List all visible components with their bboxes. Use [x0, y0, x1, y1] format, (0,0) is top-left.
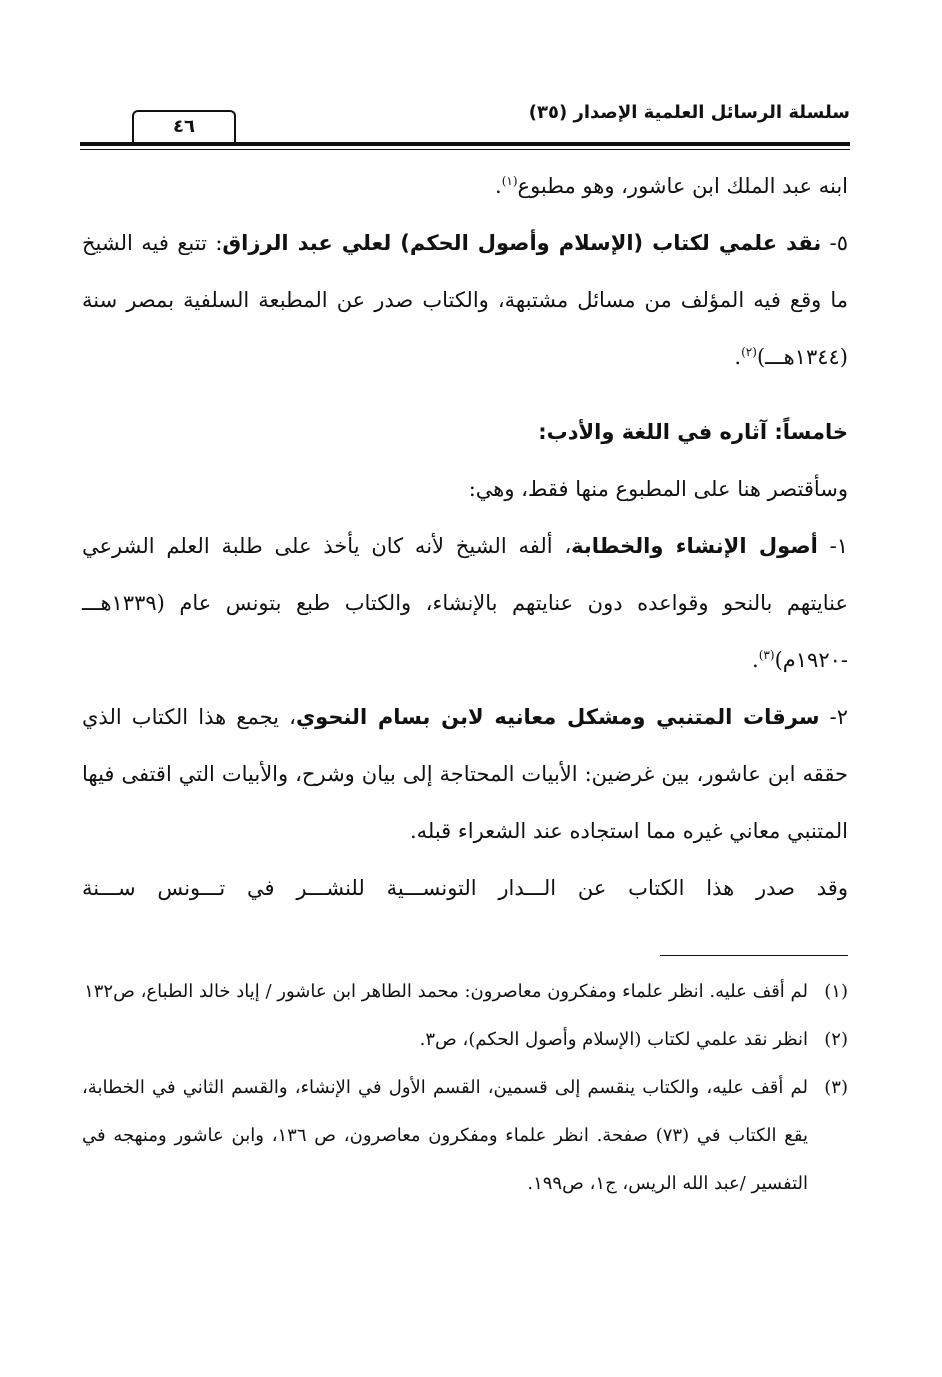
book-title-critique: نقد علمي لكتاب (الإسلام وأصول الحكم) لعلي عبد الرزاق: [222, 231, 822, 255]
header-rule-thin: [80, 149, 850, 150]
book-title-insha: أصول الإنشاء والخطابة: [571, 534, 818, 558]
paragraph-3: ١- أصول الإنشاء والخطابة، ألفه الشيخ لأنه كان يأخذ على طلبة العلم الشرعي عنايتهم بالنحو وقواعده دون عنايتهم بالإنشاء، والكتاب طبع بتونس عام (١٣٣٩هـــ -١٩٢٠م)$^{(٣)}$.: [82, 534, 848, 672]
footnote-1: (١) لم أقف عليه. انظر علماء ومفكرون معاصرون: محمد الطاهر ابن عاشور / إياد خالد الطباع، ص١٣٢: [84, 981, 848, 1002]
footnote-2: (٢) انظر نقد علمي لكتاب (الإسلام وأصول الحكم)، ص٣.: [419, 1029, 848, 1050]
book-title-sariqat: سرقات المتنبي ومشكل معانيه لابن بسام النحوي: [295, 705, 820, 729]
footnote-ref-3: (٣): [758, 648, 775, 662]
footnote-separator: [660, 955, 848, 956]
paragraph-4: ٢- سرقات المتنبي ومشكل معانيه لابن بسام النحوي، يجمع هذا الكتاب الذي حققه ابن عاشور، بين غرضين: الأبيات المحتاجة إلى بيان وشرح، والأبيات التي اقتفى فيها المتنبي معاني غيره مما استجاده عند الشعراء قبله.: [82, 705, 849, 843]
header-rule-thick: [80, 142, 850, 146]
main-text: [82, 158, 848, 917]
intro-paragraph: وسأقتصر هنا على المطبوع منها فقط، وهي:: [468, 477, 848, 501]
page-header: [80, 96, 850, 144]
paragraph-1: ابنه عبد الملك ابن عاشور، وهو مطبوع$^{(١)}$.: [495, 174, 848, 198]
footnote-3: (٣) لم أقف عليه، والكتاب ينقسم إلى قسمين، القسم الأول في الإنشاء، والقسم الثاني في الخطابة، يقع الكتاب في (٧٣) صفحة. انظر علماء ومفكرون معاصرون، ص ١٣٦، وابن عاشور ومنهجه في التفسير /عبد الله الريس، ج١، ص١٩٩.: [82, 1077, 848, 1194]
page-number: ٤٦: [132, 110, 236, 142]
series-title: سلسلة الرسائل العلمية الإصدار (٣٥): [528, 102, 850, 123]
footnote-ref-2: (٢): [741, 345, 757, 359]
footnotes: [82, 968, 848, 1208]
paragraph-2: ٥- نقد علمي لكتاب (الإسلام وأصول الحكم) لعلي عبد الرزاق: تتبع فيه الشيخ ما وقع فيه المؤلف من مسائل مشتبهة، والكتاب صدر عن المطبعة السلفية بمصر سنة (١٣٤٤هـــ)$^{(٢)}$.: [82, 231, 848, 369]
footnote-ref-1: (١): [501, 174, 518, 188]
section-heading: خامساً: آثاره في اللغة والأدب:: [538, 420, 848, 444]
paragraph-5: وقد صدر هذا الكتاب عن الـــدار التونســـية للنشـــر في تـــونس ســـنة: [82, 876, 848, 900]
